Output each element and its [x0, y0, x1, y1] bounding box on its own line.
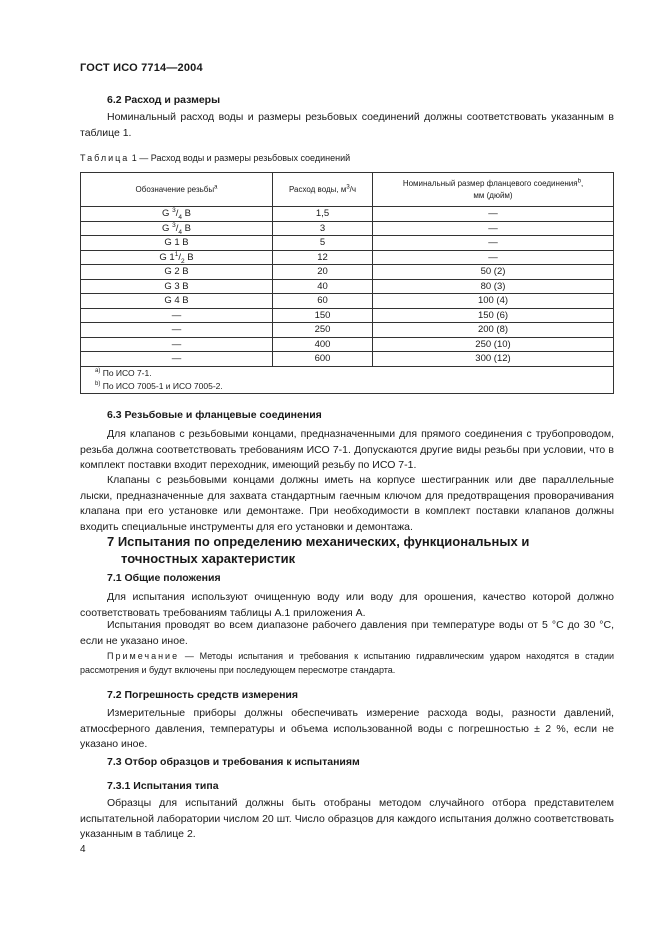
cell-flange: 300 (12) [373, 352, 614, 367]
heading-6-2: 6.2 Расход и размеры [107, 94, 221, 106]
cell-flow: 40 [273, 279, 373, 294]
cell-thread: — [81, 337, 273, 352]
cell-flange: 250 (10) [373, 337, 614, 352]
cell-flow: 250 [273, 323, 373, 338]
cell-flange: 200 (8) [373, 323, 614, 338]
heading-7: 7 Испытания по определению механических, функциональных и точностных характеристик [107, 534, 530, 566]
paragraph-6-3-1: Для клапанов с резьбовыми концами, предназначенными для прямого соединения с трубопроводом, резьба должна соответствовать требованиям ИСО 7-1. Допускаются другие виды резьбы при условии, что в комплект поставки входит переходник, имеющий резьбу по ИСО 7-1. [80, 428, 614, 471]
table-row [81, 294, 614, 309]
caption-text: 1 — Расход воды и размеры резьбовых соединений [129, 153, 351, 163]
cell-flow: 12 [273, 250, 373, 265]
col-header-flange: Номинальный размер фланцевого соединения$^b$, мм (дюйм) [373, 173, 614, 207]
cell-thread: G 2 B [81, 265, 273, 280]
cell-flow: 400 [273, 337, 373, 352]
table-row [81, 323, 614, 338]
footnote-a: $^{a)}$ По ИСО 7-1. [95, 368, 152, 378]
table-footnotes [81, 366, 614, 393]
paragraph-7-1-1: Для испытания используют очищенную воду или воду для орошения, качество которой должно соответствовать требованиям таблицы А.1 приложения А. [80, 591, 614, 619]
table-caption [80, 153, 350, 163]
caption-label: Таблица [80, 153, 130, 163]
cell-flange: 100 (4) [373, 294, 614, 309]
cell-flange: — [373, 250, 614, 265]
cell-flange: — [373, 207, 614, 222]
col-header-thread: Обозначение резьбы$^а$ [81, 173, 273, 207]
cell-flange: 80 (3) [373, 279, 614, 294]
heading-7-3-1: 7.3.1 Испытания типа [107, 780, 219, 792]
heading-7-3: 7.3 Отбор образцов и требования к испытаниям [107, 756, 360, 768]
cell-flange: 50 (2) [373, 265, 614, 280]
table-row [81, 265, 614, 280]
cell-flow: 1,5 [273, 207, 373, 222]
cell-thread: G 1 B [81, 236, 273, 251]
footnote-b: $^{b)}$ По ИСО 7005-1 и ИСО 7005-2. [95, 380, 223, 391]
cell-thread: G $^3/_4$ B [81, 207, 273, 222]
paragraph-6-3-2: Клапаны с резьбовыми концами должны иметь на корпусе шестигранник или две параллельные лыски, предназначенные для захвата стандартным гаечным ключом для предотвращения проворачивания клапана при его установке или демонтаже. При необходимости в комплект поставки клапанов должны входить специальные инструменты для его установки и демонтажа. [80, 474, 614, 533]
table-footnotes-row [81, 366, 614, 393]
col-header-flow: Расход воды, $м^3/ч$ [273, 173, 373, 207]
cell-flow: 60 [273, 294, 373, 309]
table-header-row [81, 173, 614, 207]
cell-thread: G 4 B [81, 294, 273, 309]
heading-7-2: 7.2 Погрешность средств измерения [107, 689, 298, 701]
note-7-1: Примечание — Методы испытания и требования к испытанию гидравлическим ударом находятся в стадии рассмотрения и будут включены при последующем пересмотре стандарта. [80, 651, 614, 675]
table-row [81, 207, 614, 222]
heading-7-1: 7.1 Общие положения [107, 572, 221, 584]
cell-flange: 150 (6) [373, 308, 614, 323]
cell-thread: — [81, 352, 273, 367]
cell-flow: 600 [273, 352, 373, 367]
paragraph-7-3-1: Образцы для испытаний должны быть отобраны методом случайного отбора представителем испытательной лаборатории числом 20 шт. Число образцов для каждого испытания должно соответствовать указанным в таблице 2. [80, 797, 614, 840]
cell-flow: 3 [273, 221, 373, 236]
cell-flow: 20 [273, 265, 373, 280]
cell-thread: — [81, 323, 273, 338]
cell-thread: G 3 B [81, 279, 273, 294]
cell-thread: G $^3/_4$ B [81, 221, 273, 236]
cell-thread: G $1^1/_2$ B [81, 250, 273, 265]
paragraph-7-2: Измерительные приборы должны обеспечивать измерение расхода воды, разности давлений, атмосферного давления, температуры и объема использованной воды с погрешностью ± 2 %, если не указано иное. [80, 707, 614, 750]
table-row [81, 337, 614, 352]
page-number: 4 [80, 844, 86, 855]
paragraph-7-1-2: Испытания проводят во всем диапазоне рабочего давления при температуре воды от 5 °С до 30 °С, если не указано иное. [80, 619, 614, 647]
cell-flow: 150 [273, 308, 373, 323]
table-row [81, 279, 614, 294]
cell-flange: — [373, 236, 614, 251]
table-row [81, 308, 614, 323]
standard-number: ГОСТ ИСО 7714—2004 [80, 62, 203, 74]
cell-flange: — [373, 221, 614, 236]
heading-6-3: 6.3 Резьбовые и фланцевые соединения [107, 409, 322, 421]
cell-flow: 5 [273, 236, 373, 251]
table-row [81, 352, 614, 367]
table-row [81, 221, 614, 236]
cell-thread: — [81, 308, 273, 323]
flow-table [80, 172, 614, 394]
table-row [81, 236, 614, 251]
paragraph-6-2: Номинальный расход воды и размеры резьбовых соединений должны соответствовать указанным в таблице 1. [80, 111, 614, 139]
table-row [81, 250, 614, 265]
